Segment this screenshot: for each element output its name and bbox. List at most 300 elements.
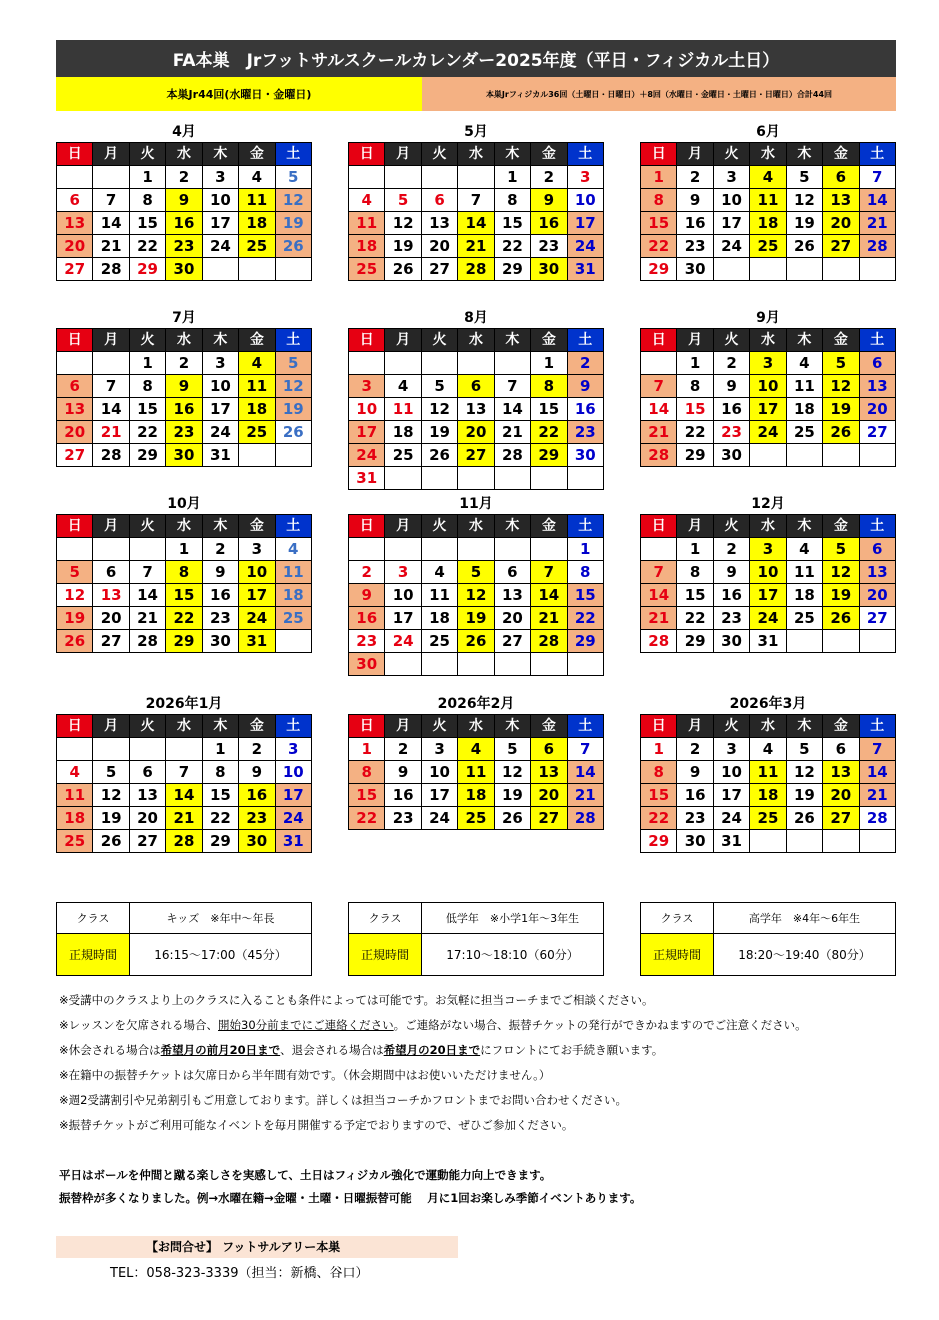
class-label: クラス	[641, 903, 714, 934]
empty-cell	[567, 653, 603, 676]
day-cell: 27	[458, 444, 494, 467]
day-cell: 20	[823, 784, 859, 807]
weekday-header: 日	[349, 515, 385, 538]
weekday-header: 水	[750, 143, 786, 166]
weekday-header: 木	[494, 329, 530, 352]
day-cell: 27	[823, 235, 859, 258]
day-cell: 17	[385, 607, 421, 630]
day-cell: 19	[786, 212, 822, 235]
day-cell: 9	[166, 375, 202, 398]
empty-cell	[823, 830, 859, 853]
empty-cell	[641, 352, 677, 375]
day-cell: 15	[129, 212, 165, 235]
day-cell: 29	[129, 444, 165, 467]
day-cell: 16	[202, 584, 238, 607]
day-cell: 23	[166, 235, 202, 258]
empty-cell	[349, 352, 385, 375]
day-cell: 8	[677, 375, 713, 398]
day-cell: 1	[129, 166, 165, 189]
day-cell: 18	[458, 784, 494, 807]
day-cell: 8	[129, 189, 165, 212]
weekday-header: 火	[421, 515, 457, 538]
empty-cell	[531, 538, 567, 561]
weekday-header: 木	[786, 715, 822, 738]
day-cell: 6	[823, 738, 859, 761]
day-cell: 28	[567, 807, 603, 830]
day-cell: 5	[275, 166, 311, 189]
day-cell: 25	[786, 607, 822, 630]
day-cell: 6	[859, 538, 895, 561]
day-cell: 16	[385, 784, 421, 807]
day-cell: 10	[421, 761, 457, 784]
empty-cell	[823, 630, 859, 653]
day-cell: 23	[567, 421, 603, 444]
weekday-header: 火	[129, 143, 165, 166]
day-cell: 9	[677, 761, 713, 784]
info-line: 振替枠が多くなりました。例→水曜在籍→金曜・土曜・日曜振替可能 月に1回お楽しみ季節イベントあります。	[59, 1191, 642, 1205]
class-box-upper-grade	[640, 902, 896, 976]
weekday-header: 水	[458, 143, 494, 166]
day-cell: 25	[421, 630, 457, 653]
day-cell: 17	[713, 212, 749, 235]
day-cell: 23	[677, 235, 713, 258]
day-cell: 29	[641, 258, 677, 281]
weekday-header: 日	[57, 329, 93, 352]
contact-heading: 【お問合せ】 フットサルアリー本巣	[56, 1236, 458, 1258]
weekday-header: 月	[385, 515, 421, 538]
weekday-header: 土	[567, 329, 603, 352]
day-cell: 14	[859, 761, 895, 784]
weekday-header: 月	[93, 515, 129, 538]
contact-phone: TEL：058-323-3339（担当：新橋、谷口）	[110, 1266, 369, 1281]
day-cell: 3	[202, 352, 238, 375]
day-cell: 14	[641, 398, 677, 421]
empty-cell	[421, 467, 457, 490]
day-cell: 11	[421, 584, 457, 607]
day-cell: 6	[531, 738, 567, 761]
day-cell: 26	[823, 607, 859, 630]
empty-cell	[458, 538, 494, 561]
page-title: FA本巣 Jrフットサルスクールカレンダー2025年度（平日・フィジカル土日）	[56, 40, 896, 77]
weekday-header: 土	[567, 515, 603, 538]
day-cell: 8	[202, 761, 238, 784]
weekday-header: 月	[677, 715, 713, 738]
day-cell: 28	[641, 444, 677, 467]
day-cell: 11	[458, 761, 494, 784]
empty-cell	[786, 630, 822, 653]
empty-cell	[385, 166, 421, 189]
day-cell: 14	[129, 584, 165, 607]
weekday-header: 月	[93, 143, 129, 166]
day-cell: 18	[349, 235, 385, 258]
day-cell: 12	[786, 189, 822, 212]
day-cell: 26	[57, 630, 93, 653]
day-cell: 29	[166, 630, 202, 653]
day-cell: 19	[494, 784, 530, 807]
day-cell: 17	[713, 784, 749, 807]
day-cell: 23	[677, 807, 713, 830]
notes-list	[59, 988, 909, 1138]
month-title: 10月	[167, 496, 201, 512]
weekday-header: 金	[531, 329, 567, 352]
day-cell: 15	[641, 212, 677, 235]
day-cell: 25	[750, 807, 786, 830]
day-cell: 4	[786, 538, 822, 561]
day-cell: 28	[531, 630, 567, 653]
day-cell: 10	[385, 584, 421, 607]
day-cell: 4	[239, 166, 275, 189]
weekday-header: 木	[202, 143, 238, 166]
day-cell: 10	[239, 561, 275, 584]
weekday-header: 金	[239, 329, 275, 352]
day-cell: 13	[57, 398, 93, 421]
weekday-header: 水	[166, 515, 202, 538]
day-cell: 15	[677, 398, 713, 421]
day-cell: 24	[713, 807, 749, 830]
weekday-header: 水	[166, 143, 202, 166]
day-cell: 4	[349, 189, 385, 212]
empty-cell	[57, 738, 93, 761]
weekday-header: 土	[859, 515, 895, 538]
day-cell: 10	[567, 189, 603, 212]
day-cell: 25	[385, 444, 421, 467]
day-cell: 28	[641, 630, 677, 653]
day-cell: 19	[275, 398, 311, 421]
day-cell: 6	[57, 189, 93, 212]
weekday-header: 水	[458, 515, 494, 538]
day-cell: 2	[349, 561, 385, 584]
day-cell: 23	[202, 607, 238, 630]
month-calendar	[348, 123, 604, 281]
weekday-header: 火	[421, 143, 457, 166]
weekday-header: 土	[275, 143, 311, 166]
day-cell: 24	[202, 235, 238, 258]
weekday-header: 月	[93, 715, 129, 738]
day-cell: 30	[531, 258, 567, 281]
day-cell: 20	[93, 607, 129, 630]
day-cell: 22	[677, 421, 713, 444]
month-calendar	[56, 695, 312, 853]
empty-cell	[93, 538, 129, 561]
day-cell: 1	[641, 166, 677, 189]
day-cell: 2	[713, 352, 749, 375]
empty-cell	[494, 352, 530, 375]
day-cell: 29	[677, 630, 713, 653]
empty-cell	[93, 352, 129, 375]
day-cell: 12	[275, 375, 311, 398]
day-cell: 9	[567, 375, 603, 398]
day-cell: 5	[786, 166, 822, 189]
day-cell: 29	[531, 444, 567, 467]
time-label: 正規時間	[57, 934, 130, 976]
day-cell: 13	[421, 212, 457, 235]
day-cell: 21	[166, 807, 202, 830]
day-cell: 7	[93, 189, 129, 212]
weekday-header: 土	[567, 715, 603, 738]
day-cell: 18	[385, 421, 421, 444]
month-calendar	[640, 495, 896, 653]
day-cell: 23	[349, 630, 385, 653]
weekday-header: 月	[385, 715, 421, 738]
day-cell: 3	[202, 166, 238, 189]
weekday-header: 日	[641, 329, 677, 352]
empty-cell	[166, 738, 202, 761]
day-cell: 20	[494, 607, 530, 630]
day-cell: 9	[677, 189, 713, 212]
day-cell: 17	[239, 584, 275, 607]
day-cell: 18	[421, 607, 457, 630]
weekday-header: 月	[677, 143, 713, 166]
day-cell: 29	[641, 830, 677, 853]
weekday-header: 日	[641, 715, 677, 738]
info-paragraph	[59, 1164, 641, 1210]
day-cell: 9	[531, 189, 567, 212]
day-cell: 13	[57, 212, 93, 235]
day-cell: 1	[641, 738, 677, 761]
day-cell: 27	[859, 421, 895, 444]
day-cell: 12	[275, 189, 311, 212]
weekday-header: 火	[713, 143, 749, 166]
day-cell: 25	[349, 258, 385, 281]
day-cell: 14	[494, 398, 530, 421]
day-cell: 15	[349, 784, 385, 807]
weekday-header: 土	[859, 329, 895, 352]
day-cell: 25	[239, 235, 275, 258]
empty-cell	[349, 166, 385, 189]
day-cell: 13	[93, 584, 129, 607]
empty-cell	[531, 653, 567, 676]
weekday-header: 金	[531, 715, 567, 738]
day-cell: 17	[202, 212, 238, 235]
day-cell: 10	[275, 761, 311, 784]
day-cell: 31	[349, 467, 385, 490]
day-cell: 9	[713, 375, 749, 398]
day-cell: 4	[57, 761, 93, 784]
time-label: 正規時間	[349, 934, 422, 976]
day-cell: 22	[129, 421, 165, 444]
day-cell: 9	[166, 189, 202, 212]
weekday-header: 月	[677, 515, 713, 538]
day-cell: 9	[239, 761, 275, 784]
empty-cell	[786, 444, 822, 467]
weekday-header: 金	[239, 143, 275, 166]
day-cell: 8	[129, 375, 165, 398]
day-cell: 14	[93, 212, 129, 235]
day-cell: 21	[93, 421, 129, 444]
day-cell: 30	[567, 444, 603, 467]
weekday-header: 火	[421, 329, 457, 352]
day-cell: 29	[677, 444, 713, 467]
empty-cell	[385, 653, 421, 676]
empty-cell	[641, 538, 677, 561]
empty-cell	[823, 258, 859, 281]
class-time: 17:10～18:10（60分）	[422, 934, 604, 976]
empty-cell	[275, 258, 311, 281]
day-cell: 16	[677, 212, 713, 235]
day-cell: 7	[494, 375, 530, 398]
day-cell: 5	[93, 761, 129, 784]
day-cell: 12	[823, 561, 859, 584]
day-cell: 15	[494, 212, 530, 235]
day-cell: 16	[166, 212, 202, 235]
day-cell: 10	[713, 189, 749, 212]
day-cell: 21	[458, 235, 494, 258]
class-time: 16:15～17:00（45分）	[130, 934, 312, 976]
day-cell: 2	[531, 166, 567, 189]
month-title: 11月	[459, 496, 493, 512]
day-cell: 11	[750, 189, 786, 212]
weekday-header: 日	[57, 515, 93, 538]
weekday-header: 水	[458, 329, 494, 352]
month-calendar	[56, 309, 312, 467]
weekday-header: 金	[823, 715, 859, 738]
day-cell: 1	[531, 352, 567, 375]
day-cell: 8	[531, 375, 567, 398]
day-cell: 24	[750, 421, 786, 444]
month-title: 4月	[172, 124, 196, 140]
day-cell: 29	[202, 830, 238, 853]
day-cell: 20	[421, 235, 457, 258]
day-cell: 30	[166, 444, 202, 467]
day-cell: 3	[713, 166, 749, 189]
day-cell: 31	[567, 258, 603, 281]
empty-cell	[385, 538, 421, 561]
day-cell: 28	[93, 258, 129, 281]
day-cell: 22	[677, 607, 713, 630]
day-cell: 11	[786, 561, 822, 584]
day-cell: 5	[385, 189, 421, 212]
day-cell: 16	[349, 607, 385, 630]
day-cell: 22	[641, 807, 677, 830]
day-cell: 20	[531, 784, 567, 807]
weekday-header: 木	[494, 143, 530, 166]
day-cell: 30	[349, 653, 385, 676]
day-cell: 27	[93, 630, 129, 653]
class-name: 低学年 ※小学1年～3年生	[422, 903, 604, 934]
weekday-header: 木	[202, 515, 238, 538]
empty-cell	[57, 166, 93, 189]
weekday-header: 木	[202, 715, 238, 738]
day-cell: 1	[567, 538, 603, 561]
weekday-header: 木	[494, 715, 530, 738]
day-cell: 30	[166, 258, 202, 281]
day-cell: 25	[239, 421, 275, 444]
day-cell: 26	[93, 830, 129, 853]
day-cell: 14	[93, 398, 129, 421]
month-calendar	[640, 123, 896, 281]
weekday-header: 水	[750, 715, 786, 738]
day-cell: 5	[823, 538, 859, 561]
day-cell: 14	[458, 212, 494, 235]
day-cell: 30	[713, 444, 749, 467]
day-cell: 21	[641, 421, 677, 444]
day-cell: 16	[713, 398, 749, 421]
day-cell: 19	[823, 398, 859, 421]
day-cell: 3	[239, 538, 275, 561]
day-cell: 28	[494, 444, 530, 467]
day-cell: 25	[57, 830, 93, 853]
day-cell: 13	[494, 584, 530, 607]
weekday-header: 水	[166, 329, 202, 352]
day-cell: 17	[202, 398, 238, 421]
day-cell: 31	[275, 830, 311, 853]
empty-cell	[859, 258, 895, 281]
empty-cell	[57, 538, 93, 561]
day-cell: 8	[166, 561, 202, 584]
month-title: 8月	[464, 310, 488, 326]
class-label: クラス	[57, 903, 130, 934]
empty-cell	[202, 258, 238, 281]
day-cell: 7	[641, 375, 677, 398]
empty-cell	[859, 630, 895, 653]
empty-cell	[129, 738, 165, 761]
day-cell: 13	[531, 761, 567, 784]
day-cell: 24	[275, 807, 311, 830]
class-name: キッズ ※年中～年長	[130, 903, 312, 934]
day-cell: 15	[677, 584, 713, 607]
weekday-header: 日	[349, 715, 385, 738]
day-cell: 22	[494, 235, 530, 258]
day-cell: 25	[750, 235, 786, 258]
day-cell: 2	[677, 166, 713, 189]
empty-cell	[93, 738, 129, 761]
weekday-header: 火	[421, 715, 457, 738]
month-title: 2026年2月	[437, 696, 515, 712]
empty-cell	[239, 258, 275, 281]
month-title: 2026年3月	[729, 696, 807, 712]
day-cell: 26	[458, 630, 494, 653]
day-cell: 29	[129, 258, 165, 281]
day-cell: 21	[531, 607, 567, 630]
empty-cell	[458, 467, 494, 490]
empty-cell	[823, 444, 859, 467]
note-item: ※在籍中の振替チケットは欠席日から半年間有効です。（休会期間中はお使いいただけません。）	[59, 1068, 551, 1082]
day-cell: 25	[458, 807, 494, 830]
day-cell: 21	[859, 212, 895, 235]
day-cell: 26	[275, 235, 311, 258]
day-cell: 7	[567, 738, 603, 761]
weekday-header: 金	[823, 329, 859, 352]
day-cell: 12	[421, 398, 457, 421]
note-item: ※週2受講割引や兄弟割引もご用意しております。詳しくは担当コーチかフロントまでお問い合わせください。	[59, 1093, 628, 1107]
day-cell: 19	[57, 607, 93, 630]
day-cell: 28	[859, 235, 895, 258]
day-cell: 7	[129, 561, 165, 584]
day-cell: 5	[786, 738, 822, 761]
weekday-header: 金	[239, 715, 275, 738]
day-cell: 3	[385, 561, 421, 584]
empty-cell	[494, 467, 530, 490]
day-cell: 1	[677, 538, 713, 561]
day-cell: 25	[275, 607, 311, 630]
day-cell: 29	[567, 630, 603, 653]
day-cell: 18	[750, 784, 786, 807]
day-cell: 15	[166, 584, 202, 607]
day-cell: 20	[129, 807, 165, 830]
day-cell: 11	[750, 761, 786, 784]
month-calendar	[56, 495, 312, 653]
day-cell: 14	[641, 584, 677, 607]
day-cell: 18	[786, 398, 822, 421]
day-cell: 20	[57, 235, 93, 258]
day-cell: 9	[713, 561, 749, 584]
day-cell: 10	[750, 561, 786, 584]
day-cell: 2	[567, 352, 603, 375]
empty-cell	[93, 166, 129, 189]
day-cell: 22	[531, 421, 567, 444]
day-cell: 30	[677, 258, 713, 281]
day-cell: 4	[750, 738, 786, 761]
